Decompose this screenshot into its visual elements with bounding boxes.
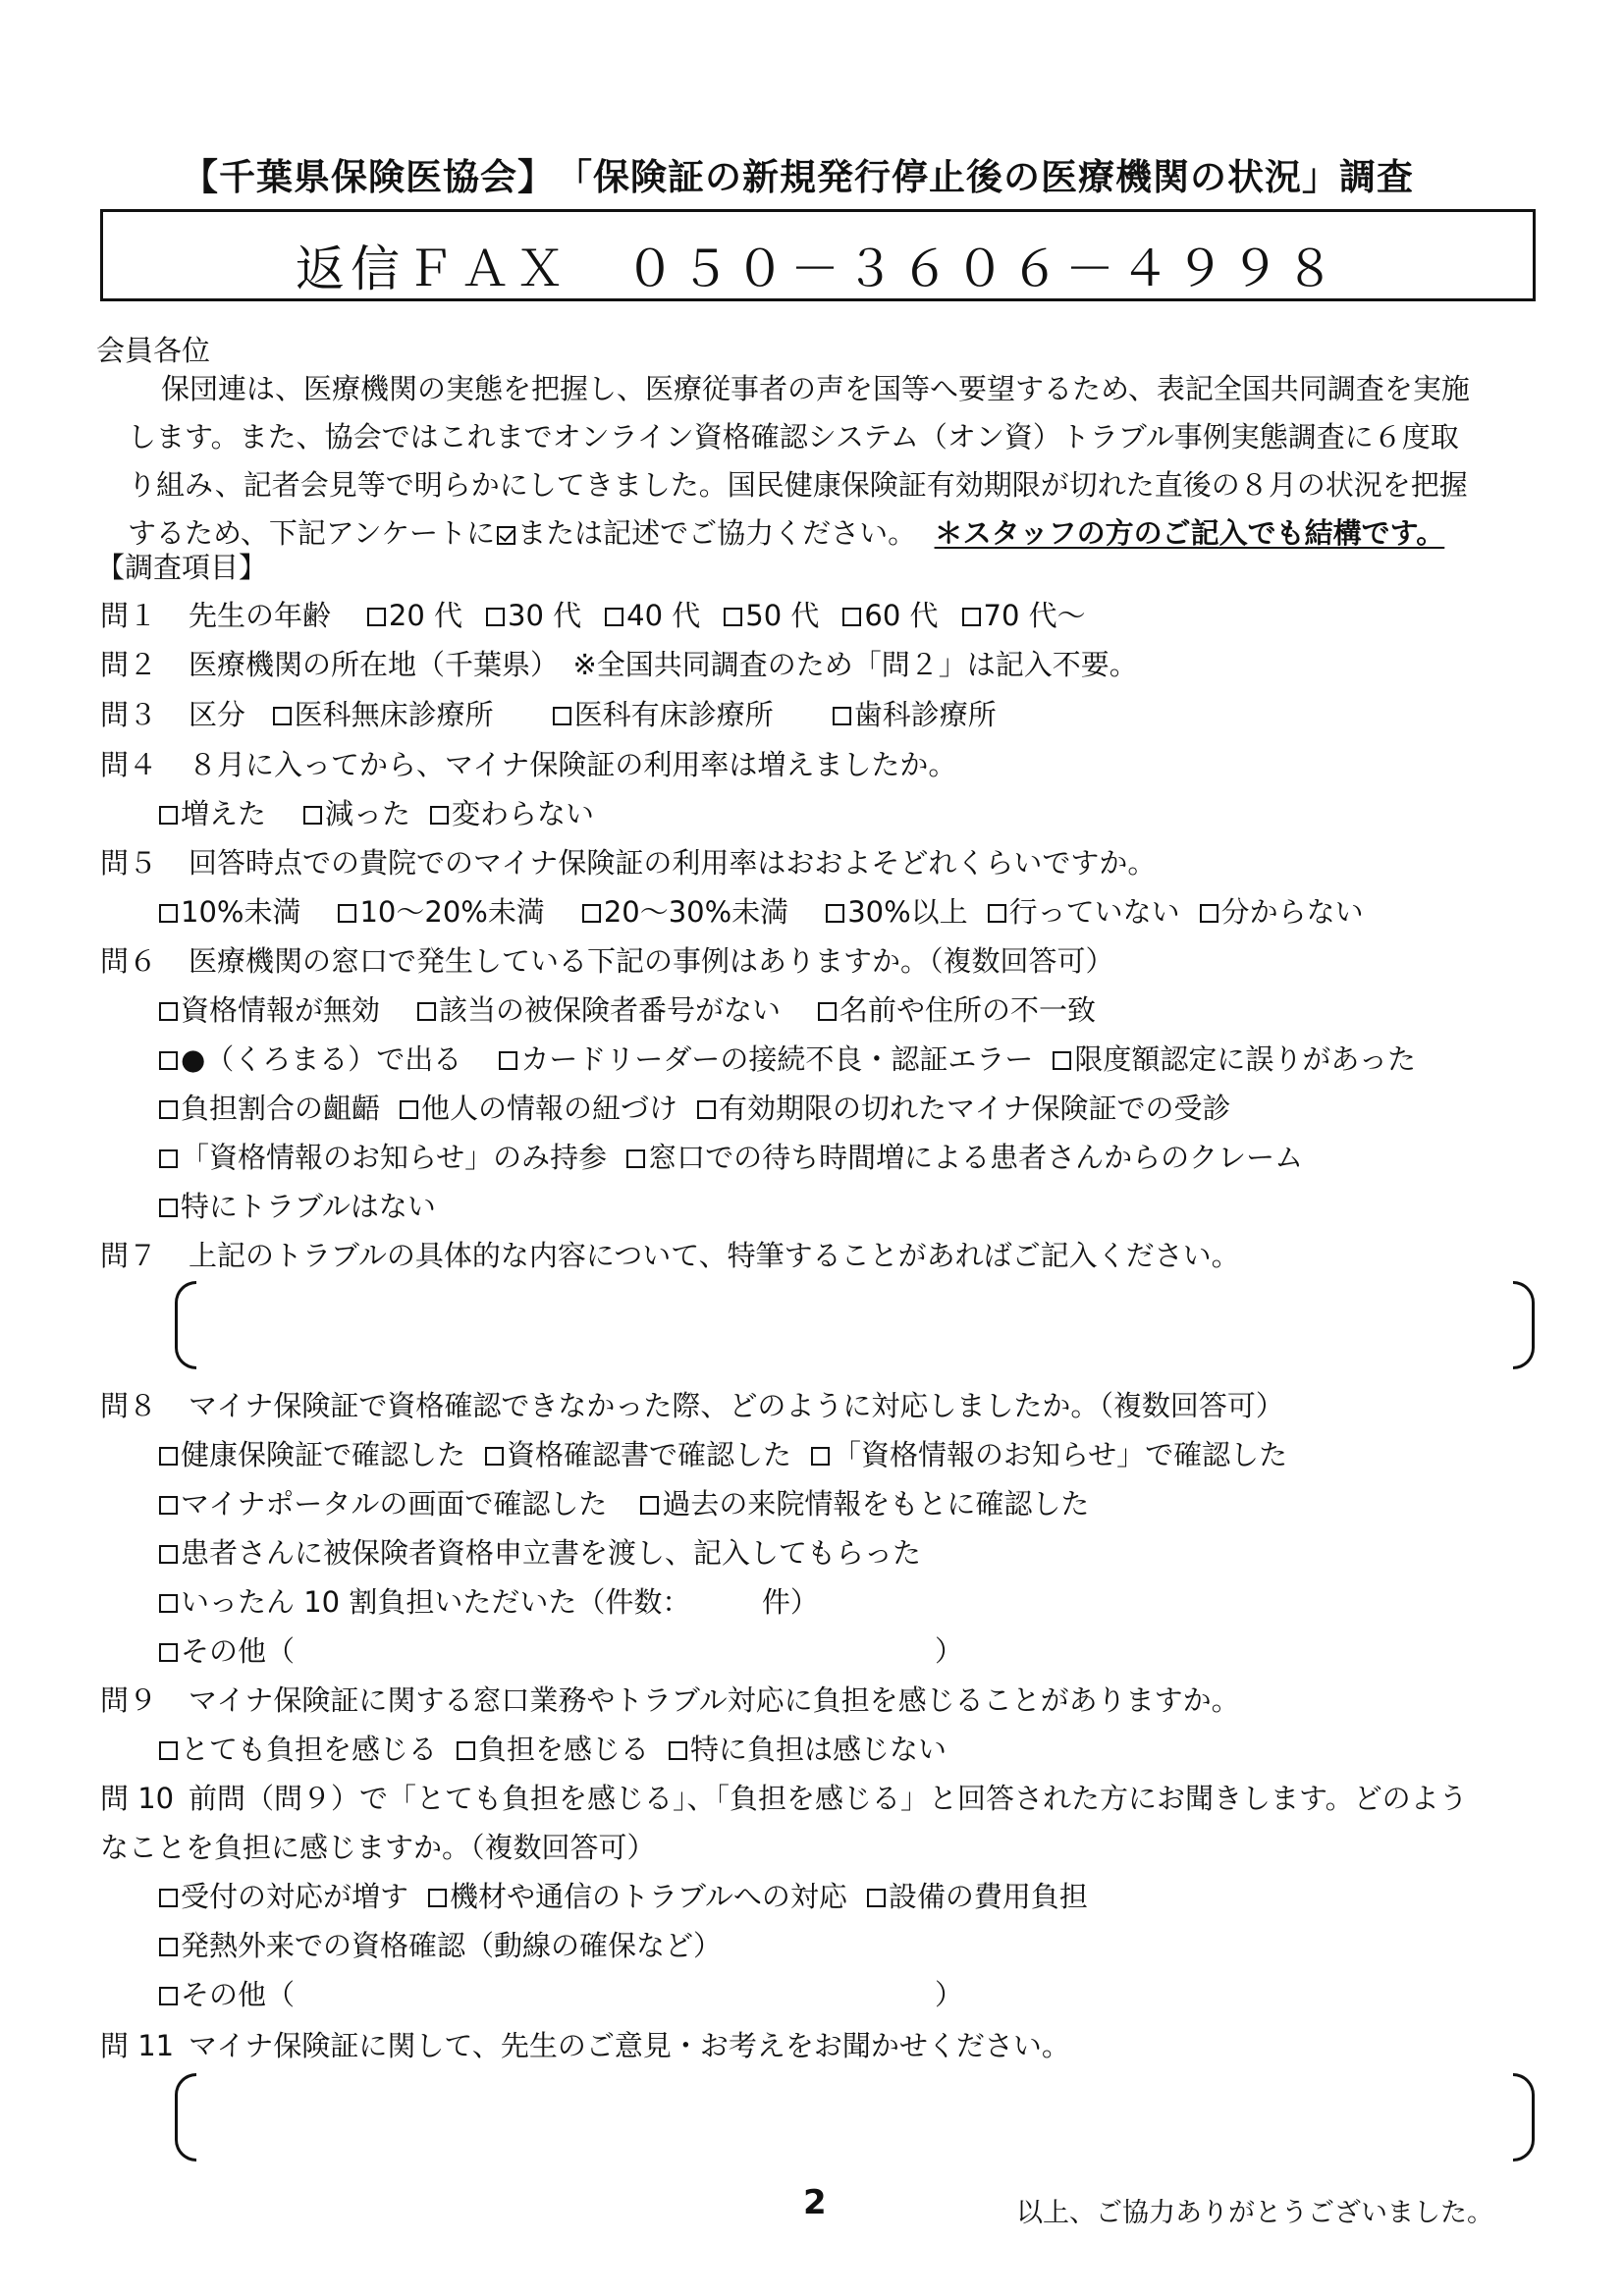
right-bracket bbox=[1513, 2073, 1535, 2162]
question-number: 問３ bbox=[100, 698, 158, 731]
checkbox-icon[interactable] bbox=[159, 1889, 178, 1907]
question-text: 上記のトラブルの具体的な内容について、特筆することがあればご記入ください。 bbox=[189, 1239, 1240, 1272]
question-8 bbox=[100, 1384, 1284, 1424]
checkbox-icon[interactable] bbox=[724, 608, 742, 626]
question-8-row-2 bbox=[159, 1482, 1122, 1522]
option-unknown[interactable]: 分からない bbox=[1200, 890, 1364, 931]
option-mynaportal-check[interactable]: マイナポータルの画面で確認した bbox=[159, 1482, 607, 1522]
option-40s[interactable]: 40 代 bbox=[605, 594, 700, 634]
question-6-row-4 bbox=[159, 1136, 1336, 1176]
checkbox-icon[interactable] bbox=[485, 1447, 504, 1466]
checkbox-icon[interactable] bbox=[159, 904, 178, 923]
option-unchanged[interactable]: 変わらない bbox=[430, 792, 594, 832]
question-number: 問８ bbox=[100, 1389, 158, 1422]
intro-line-4b: または記述でご協力ください。 bbox=[517, 516, 917, 550]
option-other[interactable]: その他（ bbox=[159, 1973, 295, 2013]
checkbox-icon[interactable] bbox=[428, 1889, 447, 1907]
question-4 bbox=[100, 743, 956, 783]
question-6-row-5 bbox=[159, 1185, 469, 1225]
section-heading: 【調査項目】 bbox=[96, 551, 268, 584]
question-6-row-3 bbox=[159, 1087, 1264, 1127]
intro-paragraph bbox=[128, 365, 1542, 558]
question-8-row-4 bbox=[159, 1580, 852, 1621]
checkbox-icon[interactable] bbox=[867, 1889, 886, 1907]
question-text: マイナ保険証に関して、先生のご意見・お考えをお聞かせください。 bbox=[189, 2029, 1070, 2062]
checkbox-icon[interactable] bbox=[159, 1987, 178, 2005]
question-8-row-5 bbox=[159, 1629, 964, 1670]
question-5 bbox=[100, 841, 1156, 881]
option-clinic-beds[interactable]: 医科有床診療所 bbox=[553, 693, 774, 733]
checkbox-icon[interactable] bbox=[338, 904, 356, 923]
question-number: 問 10 bbox=[100, 1782, 175, 1815]
checkbox-icon[interactable] bbox=[303, 806, 322, 825]
question-10-row-3 bbox=[159, 1973, 964, 2013]
checkbox-icon[interactable] bbox=[833, 707, 851, 725]
option-over-30[interactable]: 30%以上 bbox=[826, 890, 967, 931]
option-wait-time-complaint[interactable]: 窓口での待ち時間増による患者さんからのクレーム bbox=[626, 1136, 1303, 1176]
question-number: 問５ bbox=[100, 846, 158, 880]
question-text: マイナ保険証で資格確認できなかった際、どのように対応しましたか。（複数回答可） bbox=[189, 1389, 1284, 1422]
checkbox-icon[interactable] bbox=[400, 1100, 418, 1119]
question-10-row-2 bbox=[159, 1924, 755, 1964]
question-text: 区分 bbox=[189, 698, 246, 731]
staff-note: ＊スタッフの方のご記入でも結構です。 bbox=[934, 516, 1445, 550]
option-reception-load[interactable]: 受付の対応が増す bbox=[159, 1875, 408, 1915]
checkbox-icon[interactable] bbox=[640, 1496, 659, 1515]
checkbox-icon[interactable] bbox=[988, 904, 1006, 923]
option-wrong-person-link[interactable]: 他人の情報の紐づけ bbox=[400, 1087, 677, 1127]
question-1 bbox=[100, 594, 1119, 634]
question-7 bbox=[100, 1234, 1240, 1274]
option-full-payment[interactable]: いったん 10 割負担いただいた（件数： 件） bbox=[159, 1580, 819, 1621]
checkbox-icon[interactable] bbox=[159, 1643, 178, 1662]
checkbox-icon[interactable] bbox=[159, 1149, 178, 1168]
option-equipment-trouble[interactable]: 機材や通信のトラブルへの対応 bbox=[428, 1875, 847, 1915]
option-invalid-qualification[interactable]: 資格情報が無効 bbox=[159, 988, 380, 1029]
option-20-30[interactable]: 20～30%未満 bbox=[582, 890, 788, 931]
option-black-circle[interactable]: ●（くろまる）で出る bbox=[159, 1038, 461, 1078]
question-text: ８月に入ってから、マイナ保険証の利用率は増えましたか。 bbox=[189, 748, 957, 781]
question-6-row-2 bbox=[159, 1038, 1449, 1078]
checkbox-icon[interactable] bbox=[159, 1002, 178, 1021]
option-decreased[interactable]: 減った bbox=[303, 792, 410, 832]
question-number: 問１ bbox=[100, 599, 158, 632]
checkbox-icon[interactable] bbox=[842, 608, 861, 626]
checkbox-icon[interactable] bbox=[367, 608, 386, 626]
option-heavy-burden[interactable]: とても負担を感じる bbox=[159, 1728, 437, 1768]
option-notice-only[interactable]: 「資格情報のお知らせ」のみ持参 bbox=[159, 1136, 607, 1176]
option-60s[interactable]: 60 代 bbox=[842, 594, 938, 634]
option-application-form[interactable]: 患者さんに被保険者資格申立書を渡し、記入してもらった bbox=[159, 1531, 921, 1572]
document-title: 【千葉県保険医協会】 「保険証の新規発行停止後の医療機関の状況」調査 bbox=[182, 156, 1414, 198]
other-close-paren: ） bbox=[935, 1634, 964, 1668]
option-70s[interactable]: 70 代～ bbox=[962, 594, 1086, 634]
fax-box bbox=[100, 209, 1536, 301]
question-5-options bbox=[159, 890, 1397, 931]
checkbox-icon[interactable] bbox=[159, 1447, 178, 1466]
option-not-doing[interactable]: 行っていない bbox=[988, 890, 1180, 931]
closing-thanks: 以上、ご協力ありがとうございました。 bbox=[1016, 2198, 1493, 2228]
option-50s[interactable]: 50 代 bbox=[724, 594, 819, 634]
checkbox-icon[interactable] bbox=[626, 1149, 645, 1168]
question-number: 問９ bbox=[100, 1683, 158, 1717]
question-6 bbox=[100, 939, 1114, 980]
question-number: 問４ bbox=[100, 748, 158, 781]
checkbox-icon[interactable] bbox=[159, 1938, 178, 1956]
option-no-trouble[interactable]: 特にトラブルはない bbox=[159, 1185, 436, 1225]
option-fever-outpatient[interactable]: 発熱外来での資格確認（動線の確保など） bbox=[159, 1924, 722, 1964]
option-notice-check[interactable]: 「資格情報のお知らせ」で確認した bbox=[811, 1433, 1287, 1473]
option-equipment-cost[interactable]: 設備の費用負担 bbox=[867, 1875, 1088, 1915]
option-health-card-check[interactable]: 健康保険証で確認した bbox=[159, 1433, 465, 1473]
checkbox-icon[interactable] bbox=[697, 1100, 716, 1119]
checkbox-icon[interactable] bbox=[486, 608, 505, 626]
intro-line-1: 保団連は、医療機関の実態を把握し、医療従事者の声を国等へ要望するため、表記全国共同調査を実施 bbox=[161, 372, 1470, 405]
option-30s[interactable]: 30 代 bbox=[486, 594, 581, 634]
question-text: 医療機関の窓口で発生している下記の事例はありますか。（複数回答可） bbox=[189, 944, 1114, 978]
question-6-row-1 bbox=[159, 988, 1129, 1029]
question-8-row-1 bbox=[159, 1433, 1321, 1473]
checkbox-icon[interactable] bbox=[582, 904, 601, 923]
checkbox-icon[interactable] bbox=[826, 904, 844, 923]
option-past-visit-check[interactable]: 過去の来院情報をもとに確認した bbox=[640, 1482, 1089, 1522]
question-text: 前問（問９）で「とても負担を感じる」、「負担を感じる」と回答された方にお聞きします。どのよう bbox=[189, 1782, 1468, 1815]
page-number: 2 bbox=[803, 2183, 827, 2222]
question-8-row-3 bbox=[159, 1531, 954, 1572]
checkbox-icon[interactable] bbox=[605, 608, 623, 626]
checkmark-icon bbox=[497, 526, 515, 545]
question-number: 問２ bbox=[100, 648, 158, 681]
checkbox-icon[interactable] bbox=[417, 1002, 436, 1021]
option-20s[interactable]: 20 代 bbox=[367, 594, 462, 634]
checkbox-icon[interactable] bbox=[159, 1741, 178, 1760]
question-4-options bbox=[159, 792, 627, 832]
question-7-answer-area[interactable] bbox=[175, 1281, 1535, 1371]
question-number: 問 11 bbox=[100, 2029, 175, 2062]
option-dental[interactable]: 歯科診療所 bbox=[833, 693, 997, 733]
option-10-20[interactable]: 10～20%未満 bbox=[338, 890, 544, 931]
question-3 bbox=[100, 693, 1030, 733]
question-text: 先生の年齢 bbox=[189, 599, 332, 632]
checkbox-icon[interactable] bbox=[499, 1051, 517, 1070]
checkbox-icon[interactable] bbox=[818, 1002, 837, 1021]
question-10-row-1 bbox=[159, 1875, 1121, 1915]
option-qualification-cert-check[interactable]: 資格確認書で確認した bbox=[485, 1433, 791, 1473]
question-text: マイナ保険証に関する窓口業務やトラブル対応に負担を感じることがありますか。 bbox=[189, 1683, 1240, 1717]
question-11-answer-area[interactable] bbox=[175, 2073, 1535, 2165]
question-11 bbox=[100, 2024, 1070, 2064]
intro-line-3: り組み、記者会見等で明らかにしてきました。国民健康保険証有効期限が切れた直後の８月の状況を把握 bbox=[128, 468, 1468, 502]
checkbox-icon[interactable] bbox=[1200, 904, 1218, 923]
checkbox-icon[interactable] bbox=[159, 806, 178, 825]
option-no-insured-number[interactable]: 該当の被保険者番号がない bbox=[417, 988, 781, 1029]
checkbox-icon[interactable] bbox=[159, 1100, 178, 1119]
question-number: 問６ bbox=[100, 944, 158, 978]
option-burden[interactable]: 負担を感じる bbox=[457, 1728, 649, 1768]
question-10 bbox=[100, 1777, 1468, 1817]
left-bracket bbox=[175, 2073, 196, 2162]
intro-line-4a: するため、下記アンケートに bbox=[128, 516, 496, 550]
option-other[interactable]: その他（ bbox=[159, 1629, 295, 1670]
right-bracket bbox=[1513, 1281, 1535, 1369]
intro-line-2: します。また、協会ではこれまでオンライン資格確認システム（オン資）トラブル事例実態調査に６度取 bbox=[128, 420, 1459, 454]
checkbox-icon[interactable] bbox=[159, 1545, 178, 1564]
option-under-10[interactable]: 10%未満 bbox=[159, 890, 300, 931]
checkbox-icon[interactable] bbox=[430, 806, 449, 825]
question-9-options bbox=[159, 1728, 980, 1768]
question-2 bbox=[100, 643, 1138, 683]
question-10-continued: なことを負担に感じますか。（複数回答可） bbox=[100, 1831, 656, 1864]
salutation: 会員各位 bbox=[96, 334, 211, 367]
question-text: 回答時点での貴院でのマイナ保険証の利用率はおおよそどれくらいですか。 bbox=[189, 846, 1157, 880]
option-clinic-no-beds[interactable]: 医科無床診療所 bbox=[273, 693, 494, 733]
question-9 bbox=[100, 1679, 1240, 1719]
fax-number: 返信ＦＡＸ ０５０－３６０６－４９９８ bbox=[296, 240, 1340, 297]
checkbox-icon[interactable] bbox=[159, 1496, 178, 1515]
other-close-paren: ） bbox=[935, 1978, 964, 2011]
checkbox-icon[interactable] bbox=[553, 707, 571, 725]
option-name-address-mismatch[interactable]: 名前や住所の不一致 bbox=[818, 988, 1096, 1029]
checkbox-icon[interactable] bbox=[962, 608, 981, 626]
checkbox-icon[interactable] bbox=[669, 1741, 687, 1760]
option-burden-ratio-mismatch[interactable]: 負担割合の齟齬 bbox=[159, 1087, 380, 1127]
checkbox-icon[interactable] bbox=[811, 1447, 830, 1466]
checkbox-icon[interactable] bbox=[159, 1594, 178, 1613]
option-card-reader-error[interactable]: カードリーダーの接続不良・認証エラー bbox=[499, 1038, 1033, 1078]
option-limit-error[interactable]: 限度額認定に誤りがあった bbox=[1053, 1038, 1416, 1078]
checkbox-icon[interactable] bbox=[273, 707, 292, 725]
left-bracket bbox=[175, 1281, 196, 1369]
checkbox-icon[interactable] bbox=[1053, 1051, 1071, 1070]
checkbox-icon[interactable] bbox=[159, 1199, 178, 1217]
checkbox-icon[interactable] bbox=[159, 1051, 178, 1070]
option-expired-card[interactable]: 有効期限の切れたマイナ保険証での受診 bbox=[697, 1087, 1230, 1127]
option-increased[interactable]: 増えた bbox=[159, 792, 266, 832]
question-number: 問７ bbox=[100, 1239, 158, 1272]
option-no-burden[interactable]: 特に負担は感じない bbox=[669, 1728, 947, 1768]
question-text: 医療機関の所在地（千葉県） ※全国共同調査のため「問２」は記入不要。 bbox=[189, 648, 1138, 681]
checkbox-icon[interactable] bbox=[457, 1741, 475, 1760]
